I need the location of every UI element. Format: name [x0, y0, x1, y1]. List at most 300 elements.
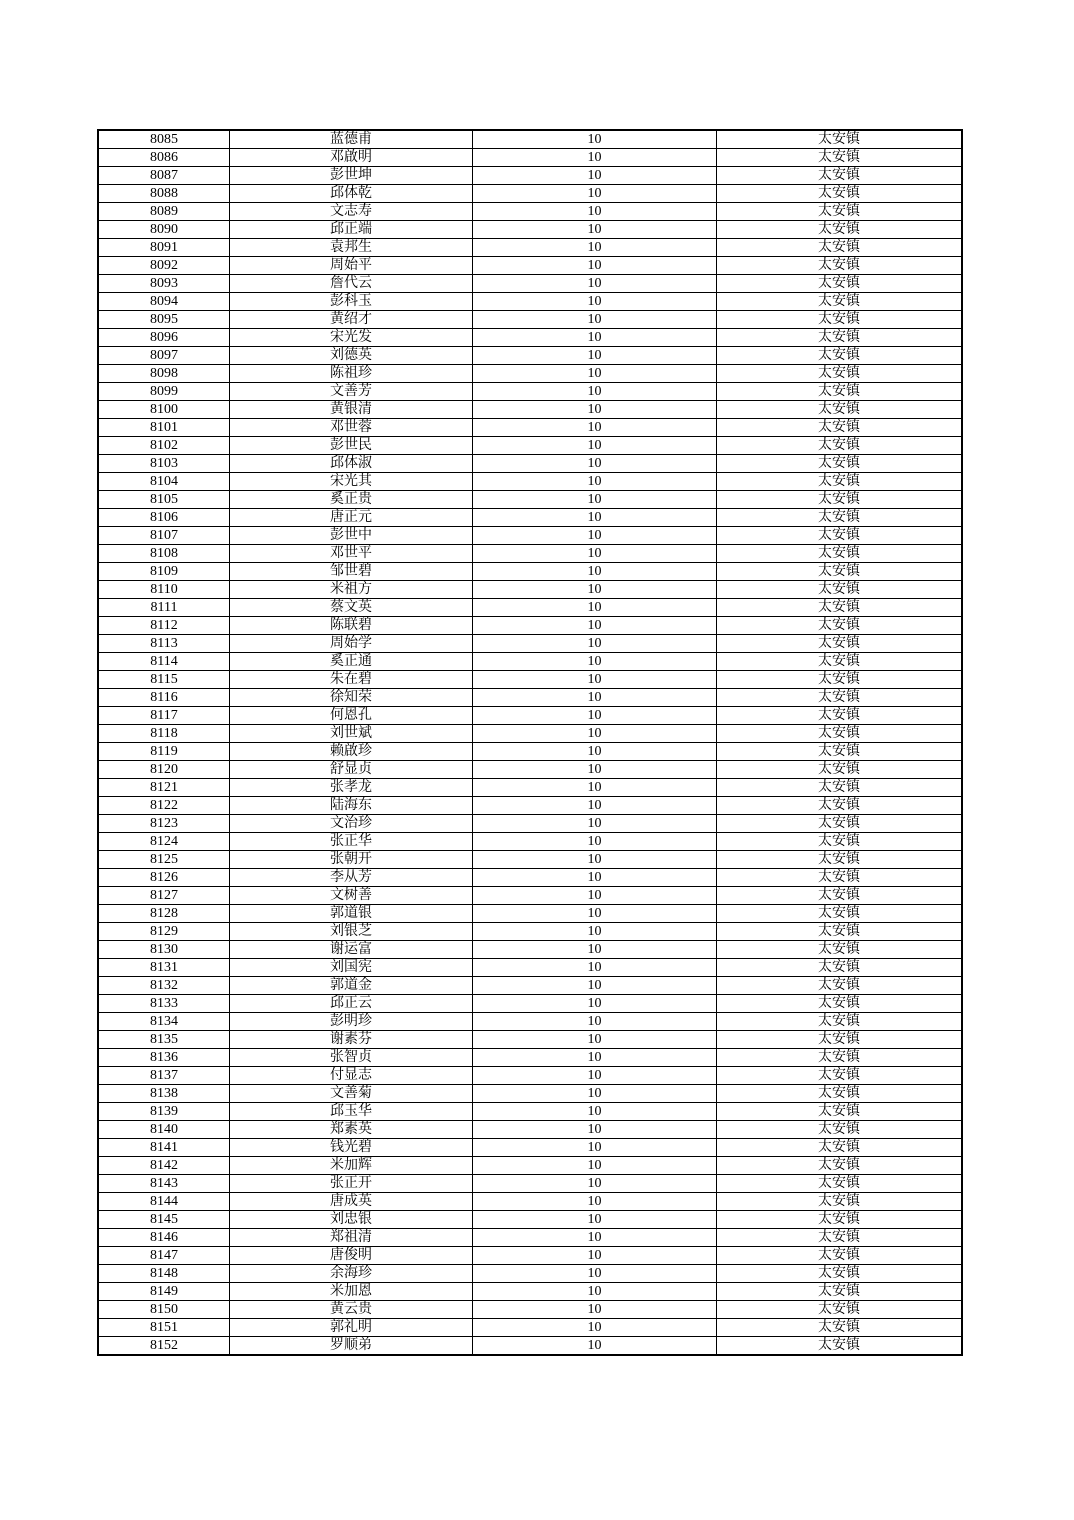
name-cell: 米加恩: [230, 1283, 473, 1301]
amount-cell: 10: [473, 509, 717, 527]
town-cell: 太安镇: [717, 599, 963, 617]
table-row: [98, 1337, 962, 1356]
row-number-cell: 8108: [98, 545, 230, 563]
table-row: [98, 977, 962, 995]
amount-cell: 10: [473, 959, 717, 977]
amount-cell: 10: [473, 833, 717, 851]
name-cell: 邱体乾: [230, 185, 473, 203]
name-cell: 黄绍才: [230, 311, 473, 329]
name-cell: 赖啟珍: [230, 743, 473, 761]
table-row: [98, 1121, 962, 1139]
row-number-cell: 8145: [98, 1211, 230, 1229]
row-number-cell: 8147: [98, 1247, 230, 1265]
row-number-cell: 8091: [98, 239, 230, 257]
row-number-cell: 8086: [98, 149, 230, 167]
table-row: [98, 221, 962, 239]
amount-cell: 10: [473, 1211, 717, 1229]
amount-cell: 10: [473, 1265, 717, 1283]
amount-cell: 10: [473, 1157, 717, 1175]
town-cell: 太安镇: [717, 149, 963, 167]
amount-cell: 10: [473, 671, 717, 689]
town-cell: 太安镇: [717, 1337, 963, 1356]
name-cell: 陈联碧: [230, 617, 473, 635]
amount-cell: 10: [473, 1229, 717, 1247]
name-cell: 郭礼明: [230, 1319, 473, 1337]
row-number-cell: 8120: [98, 761, 230, 779]
table-row: [98, 1013, 962, 1031]
name-cell: 蔡文英: [230, 599, 473, 617]
amount-cell: 10: [473, 725, 717, 743]
amount-cell: 10: [473, 185, 717, 203]
amount-cell: 10: [473, 1193, 717, 1211]
name-cell: 徐知荣: [230, 689, 473, 707]
row-number-cell: 8092: [98, 257, 230, 275]
row-number-cell: 8122: [98, 797, 230, 815]
row-number-cell: 8106: [98, 509, 230, 527]
row-number-cell: 8140: [98, 1121, 230, 1139]
table-row: [98, 509, 962, 527]
town-cell: 太安镇: [717, 635, 963, 653]
town-cell: 太安镇: [717, 491, 963, 509]
table-row: [98, 1031, 962, 1049]
row-number-cell: 8136: [98, 1049, 230, 1067]
table-row: [98, 617, 962, 635]
amount-cell: 10: [473, 329, 717, 347]
amount-cell: 10: [473, 1337, 717, 1356]
name-cell: 詹代云: [230, 275, 473, 293]
name-cell: 郑祖清: [230, 1229, 473, 1247]
row-number-cell: 8090: [98, 221, 230, 239]
row-number-cell: 8096: [98, 329, 230, 347]
name-cell: 彭世坤: [230, 167, 473, 185]
row-number-cell: 8093: [98, 275, 230, 293]
name-cell: 彭明珍: [230, 1013, 473, 1031]
town-cell: 太安镇: [717, 1175, 963, 1193]
name-cell: 邹世碧: [230, 563, 473, 581]
name-cell: 唐正元: [230, 509, 473, 527]
town-cell: 太安镇: [717, 1049, 963, 1067]
town-cell: 太安镇: [717, 815, 963, 833]
name-cell: 邱体淑: [230, 455, 473, 473]
row-number-cell: 8135: [98, 1031, 230, 1049]
row-number-cell: 8150: [98, 1301, 230, 1319]
row-number-cell: 8133: [98, 995, 230, 1013]
amount-cell: 10: [473, 167, 717, 185]
table-row: [98, 581, 962, 599]
table-row: [98, 851, 962, 869]
amount-cell: 10: [473, 383, 717, 401]
name-cell: 袁邦生: [230, 239, 473, 257]
town-cell: 太安镇: [717, 1319, 963, 1337]
data-table: [97, 129, 963, 1356]
row-number-cell: 8097: [98, 347, 230, 365]
amount-cell: 10: [473, 1175, 717, 1193]
town-cell: 太安镇: [717, 365, 963, 383]
row-number-cell: 8087: [98, 167, 230, 185]
table-row: [98, 149, 962, 167]
row-number-cell: 8141: [98, 1139, 230, 1157]
name-cell: 刘德英: [230, 347, 473, 365]
table-row: [98, 1085, 962, 1103]
table-row: [98, 1067, 962, 1085]
table-row: [98, 689, 962, 707]
row-number-cell: 8137: [98, 1067, 230, 1085]
town-cell: 太安镇: [717, 1193, 963, 1211]
name-cell: 钱光碧: [230, 1139, 473, 1157]
amount-cell: 10: [473, 599, 717, 617]
row-number-cell: 8146: [98, 1229, 230, 1247]
table-row: [98, 491, 962, 509]
table-row: [98, 995, 962, 1013]
amount-cell: 10: [473, 905, 717, 923]
amount-cell: 10: [473, 581, 717, 599]
amount-cell: 10: [473, 869, 717, 887]
amount-cell: 10: [473, 311, 717, 329]
amount-cell: 10: [473, 977, 717, 995]
table-row: [98, 1319, 962, 1337]
table-row: [98, 437, 962, 455]
row-number-cell: 8105: [98, 491, 230, 509]
town-cell: 太安镇: [717, 851, 963, 869]
town-cell: 太安镇: [717, 509, 963, 527]
name-cell: 刘世斌: [230, 725, 473, 743]
table-row: [98, 545, 962, 563]
town-cell: 太安镇: [717, 1283, 963, 1301]
name-cell: 张正开: [230, 1175, 473, 1193]
name-cell: 周始平: [230, 257, 473, 275]
amount-cell: 10: [473, 347, 717, 365]
town-cell: 太安镇: [717, 1067, 963, 1085]
name-cell: 张智贞: [230, 1049, 473, 1067]
name-cell: 谢运富: [230, 941, 473, 959]
name-cell: 彭世中: [230, 527, 473, 545]
amount-cell: 10: [473, 1085, 717, 1103]
name-cell: 邓啟明: [230, 149, 473, 167]
amount-cell: 10: [473, 617, 717, 635]
table-row: [98, 797, 962, 815]
amount-cell: 10: [473, 437, 717, 455]
table-row: [98, 869, 962, 887]
town-cell: 太安镇: [717, 941, 963, 959]
row-number-cell: 8149: [98, 1283, 230, 1301]
table-row: [98, 365, 962, 383]
name-cell: 张孝龙: [230, 779, 473, 797]
amount-cell: 10: [473, 149, 717, 167]
amount-cell: 10: [473, 130, 717, 149]
name-cell: 米加辉: [230, 1157, 473, 1175]
name-cell: 文治珍: [230, 815, 473, 833]
amount-cell: 10: [473, 563, 717, 581]
table-row: [98, 311, 962, 329]
name-cell: 谢素芬: [230, 1031, 473, 1049]
table-body: [98, 130, 962, 1355]
row-number-cell: 8089: [98, 203, 230, 221]
table-row: [98, 887, 962, 905]
row-number-cell: 8121: [98, 779, 230, 797]
name-cell: 奚正通: [230, 653, 473, 671]
table-row: [98, 743, 962, 761]
amount-cell: 10: [473, 941, 717, 959]
row-number-cell: 8127: [98, 887, 230, 905]
name-cell: 罗顺弟: [230, 1337, 473, 1356]
amount-cell: 10: [473, 815, 717, 833]
table-row: [98, 383, 962, 401]
amount-cell: 10: [473, 527, 717, 545]
table-row: [98, 1049, 962, 1067]
town-cell: 太安镇: [717, 437, 963, 455]
table-row: [98, 455, 962, 473]
amount-cell: 10: [473, 1103, 717, 1121]
name-cell: 文善菊: [230, 1085, 473, 1103]
name-cell: 舒显贞: [230, 761, 473, 779]
amount-cell: 10: [473, 743, 717, 761]
table-row: [98, 1283, 962, 1301]
amount-cell: 10: [473, 419, 717, 437]
name-cell: 宋光发: [230, 329, 473, 347]
town-cell: 太安镇: [717, 1085, 963, 1103]
town-cell: 太安镇: [717, 383, 963, 401]
name-cell: 宋光其: [230, 473, 473, 491]
name-cell: 李从芳: [230, 869, 473, 887]
amount-cell: 10: [473, 689, 717, 707]
row-number-cell: 8094: [98, 293, 230, 311]
town-cell: 太安镇: [717, 275, 963, 293]
amount-cell: 10: [473, 491, 717, 509]
town-cell: 太安镇: [717, 311, 963, 329]
town-cell: 太安镇: [717, 419, 963, 437]
town-cell: 太安镇: [717, 167, 963, 185]
row-number-cell: 8119: [98, 743, 230, 761]
row-number-cell: 8104: [98, 473, 230, 491]
amount-cell: 10: [473, 473, 717, 491]
table-row: [98, 1103, 962, 1121]
name-cell: 邱正端: [230, 221, 473, 239]
name-cell: 朱在碧: [230, 671, 473, 689]
table-row: [98, 1247, 962, 1265]
table-row: [98, 401, 962, 419]
name-cell: 邱玉华: [230, 1103, 473, 1121]
amount-cell: 10: [473, 365, 717, 383]
table-row: [98, 347, 962, 365]
town-cell: 太安镇: [717, 581, 963, 599]
name-cell: 郑素英: [230, 1121, 473, 1139]
town-cell: 太安镇: [717, 779, 963, 797]
town-cell: 太安镇: [717, 347, 963, 365]
amount-cell: 10: [473, 1067, 717, 1085]
table-row: [98, 1211, 962, 1229]
name-cell: 奚正贵: [230, 491, 473, 509]
name-cell: 邓世平: [230, 545, 473, 563]
name-cell: 周始学: [230, 635, 473, 653]
row-number-cell: 8095: [98, 311, 230, 329]
amount-cell: 10: [473, 887, 717, 905]
table-row: [98, 130, 962, 149]
amount-cell: 10: [473, 1301, 717, 1319]
town-cell: 太安镇: [717, 1229, 963, 1247]
row-number-cell: 8103: [98, 455, 230, 473]
town-cell: 太安镇: [717, 671, 963, 689]
amount-cell: 10: [473, 1013, 717, 1031]
table-row: [98, 653, 962, 671]
name-cell: 彭科玉: [230, 293, 473, 311]
name-cell: 陈祖珍: [230, 365, 473, 383]
town-cell: 太安镇: [717, 1247, 963, 1265]
amount-cell: 10: [473, 545, 717, 563]
table-row: [98, 671, 962, 689]
name-cell: 郭道金: [230, 977, 473, 995]
amount-cell: 10: [473, 851, 717, 869]
row-number-cell: 8085: [98, 130, 230, 149]
name-cell: 郭道银: [230, 905, 473, 923]
town-cell: 太安镇: [717, 905, 963, 923]
row-number-cell: 8110: [98, 581, 230, 599]
name-cell: 刘国宪: [230, 959, 473, 977]
table-row: [98, 599, 962, 617]
amount-cell: 10: [473, 203, 717, 221]
table-row: [98, 1265, 962, 1283]
name-cell: 刘忠银: [230, 1211, 473, 1229]
town-cell: 太安镇: [717, 1301, 963, 1319]
row-number-cell: 8124: [98, 833, 230, 851]
table-row: [98, 905, 962, 923]
row-number-cell: 8116: [98, 689, 230, 707]
row-number-cell: 8151: [98, 1319, 230, 1337]
town-cell: 太安镇: [717, 653, 963, 671]
row-number-cell: 8129: [98, 923, 230, 941]
name-cell: 唐俊明: [230, 1247, 473, 1265]
table-row: [98, 1139, 962, 1157]
name-cell: 余海珍: [230, 1265, 473, 1283]
row-number-cell: 8132: [98, 977, 230, 995]
amount-cell: 10: [473, 257, 717, 275]
amount-cell: 10: [473, 707, 717, 725]
name-cell: 文志寿: [230, 203, 473, 221]
amount-cell: 10: [473, 239, 717, 257]
town-cell: 太安镇: [717, 887, 963, 905]
town-cell: 太安镇: [717, 545, 963, 563]
town-cell: 太安镇: [717, 1121, 963, 1139]
name-cell: 张朝开: [230, 851, 473, 869]
town-cell: 太安镇: [717, 1211, 963, 1229]
row-number-cell: 8115: [98, 671, 230, 689]
row-number-cell: 8109: [98, 563, 230, 581]
table-row: [98, 941, 962, 959]
town-cell: 太安镇: [717, 563, 963, 581]
town-cell: 太安镇: [717, 761, 963, 779]
town-cell: 太安镇: [717, 1103, 963, 1121]
row-number-cell: 8138: [98, 1085, 230, 1103]
table-row: [98, 833, 962, 851]
table-row: [98, 203, 962, 221]
amount-cell: 10: [473, 293, 717, 311]
town-cell: 太安镇: [717, 1157, 963, 1175]
name-cell: 何恩孔: [230, 707, 473, 725]
table-row: [98, 185, 962, 203]
row-number-cell: 8130: [98, 941, 230, 959]
table-row: [98, 1229, 962, 1247]
amount-cell: 10: [473, 1283, 717, 1301]
row-number-cell: 8126: [98, 869, 230, 887]
amount-cell: 10: [473, 275, 717, 293]
row-number-cell: 8112: [98, 617, 230, 635]
name-cell: 文善芳: [230, 383, 473, 401]
row-number-cell: 8098: [98, 365, 230, 383]
row-number-cell: 8134: [98, 1013, 230, 1031]
row-number-cell: 8100: [98, 401, 230, 419]
name-cell: 蓝德甫: [230, 130, 473, 149]
town-cell: 太安镇: [717, 473, 963, 491]
town-cell: 太安镇: [717, 743, 963, 761]
table-row: [98, 257, 962, 275]
amount-cell: 10: [473, 779, 717, 797]
table-row: [98, 707, 962, 725]
amount-cell: 10: [473, 455, 717, 473]
town-cell: 太安镇: [717, 995, 963, 1013]
name-cell: 邓世蓉: [230, 419, 473, 437]
row-number-cell: 8117: [98, 707, 230, 725]
row-number-cell: 8107: [98, 527, 230, 545]
amount-cell: 10: [473, 401, 717, 419]
table-row: [98, 1175, 962, 1193]
town-cell: 太安镇: [717, 959, 963, 977]
table-row: [98, 959, 962, 977]
row-number-cell: 8114: [98, 653, 230, 671]
amount-cell: 10: [473, 923, 717, 941]
town-cell: 太安镇: [717, 185, 963, 203]
town-cell: 太安镇: [717, 1139, 963, 1157]
town-cell: 太安镇: [717, 455, 963, 473]
town-cell: 太安镇: [717, 239, 963, 257]
table-row: [98, 419, 962, 437]
amount-cell: 10: [473, 635, 717, 653]
table-row: [98, 815, 962, 833]
town-cell: 太安镇: [717, 329, 963, 347]
amount-cell: 10: [473, 995, 717, 1013]
town-cell: 太安镇: [717, 923, 963, 941]
row-number-cell: 8101: [98, 419, 230, 437]
row-number-cell: 8139: [98, 1103, 230, 1121]
row-number-cell: 8099: [98, 383, 230, 401]
town-cell: 太安镇: [717, 527, 963, 545]
row-number-cell: 8102: [98, 437, 230, 455]
table-row: [98, 473, 962, 491]
town-cell: 太安镇: [717, 689, 963, 707]
amount-cell: 10: [473, 221, 717, 239]
amount-cell: 10: [473, 1031, 717, 1049]
row-number-cell: 8111: [98, 599, 230, 617]
table-row: [98, 293, 962, 311]
row-number-cell: 8118: [98, 725, 230, 743]
name-cell: 米祖方: [230, 581, 473, 599]
town-cell: 太安镇: [717, 1013, 963, 1031]
amount-cell: 10: [473, 1049, 717, 1067]
row-number-cell: 8131: [98, 959, 230, 977]
town-cell: 太安镇: [717, 1031, 963, 1049]
row-number-cell: 8123: [98, 815, 230, 833]
town-cell: 太安镇: [717, 221, 963, 239]
name-cell: 唐成英: [230, 1193, 473, 1211]
name-cell: 文树善: [230, 887, 473, 905]
table-row: [98, 779, 962, 797]
amount-cell: 10: [473, 761, 717, 779]
table-row: [98, 167, 962, 185]
town-cell: 太安镇: [717, 203, 963, 221]
name-cell: 付显志: [230, 1067, 473, 1085]
row-number-cell: 8148: [98, 1265, 230, 1283]
amount-cell: 10: [473, 797, 717, 815]
town-cell: 太安镇: [717, 869, 963, 887]
table-row: [98, 563, 962, 581]
